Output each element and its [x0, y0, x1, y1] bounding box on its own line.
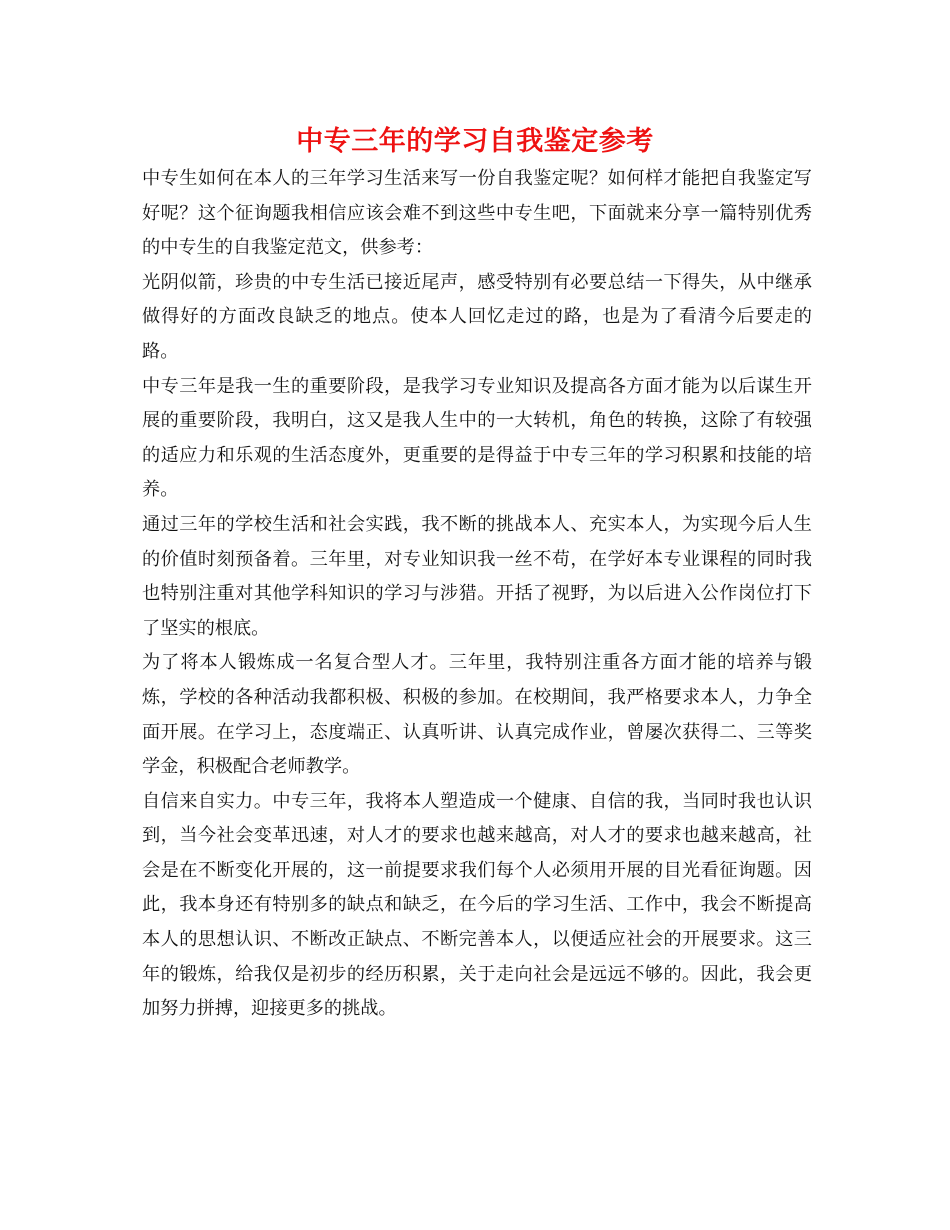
paragraph-3: 中专三年是我一生的重要阶段，是我学习专业知识及提高各方面才能为以后谋生开展的重要阶段，我明白，这又是我人生中的一大转机，角色的转换，这除了有较强的适应力和乐观的生活态度外，更重要的是得益于中专三年的学习积累和技能的培养。	[142, 375, 812, 501]
paragraph-intro: 中专生如何在本人的三年学习生活来写一份自我鉴定呢？如何样才能把自我鉴定写好呢？这个征询题我相信应该会难不到这些中专生吧，下面就来分享一篇特别优秀的中专生的自我鉴定范文，供参考：	[142, 168, 812, 259]
paragraph-5: 为了将本人锻炼成一名复合型人才。三年里，我特别注重各方面才能的培养与锻炼，学校的各种活动我都积极、积极的参加。在校期间，我严格要求本人，力争全面开展。在学习上，态度端正、认真听讲、认真完成作业，曾屡次获得二、三等奖学金，积极配合老师教学。	[142, 652, 812, 778]
document-body	[142, 162, 812, 1027]
paragraph-4: 通过三年的学校生活和社会实践，我不断的挑战本人、充实本人，为实现今后人生的价值时刻预备着。三年里，对专业知识我一丝不苟，在学好本专业课程的同时我也特别注重对其他学科知识的学习与涉猎。开括了视野，为以后进入公作岗位打下了坚实的根底。	[142, 513, 812, 639]
document-title: 中专三年的学习自我鉴定参考	[296, 126, 654, 157]
paragraph-6: 自信来自实力。中专三年，我将本人塑造成一个健康、自信的我，当同时我也认识到，当今社会变革迅速，对人才的要求也越来越高，对人才的要求也越来越高，社会是在不断变化开展的，这一前提要求我们每个人必须用开展的目光看征询题。因此，我本身还有特别多的缺点和缺乏，在今后的学习生活、工作中，我会不断提高本人的思想认识、不断改正缺点、不断完善本人，以便适应社会的开展要求。这三年的锻炼，给我仅是初步的经历积累，关于走向社会是远远不够的。因此，我会更加努力拼搏，迎接更多的挑战。	[142, 790, 812, 1020]
paragraph-2: 光阴似箭，珍贵的中专生活已接近尾声，感受特别有必要总结一下得失，从中继承做得好的方面改良缺乏的地点。使本人回忆走过的路，也是为了看清今后要走的路。	[142, 271, 812, 362]
